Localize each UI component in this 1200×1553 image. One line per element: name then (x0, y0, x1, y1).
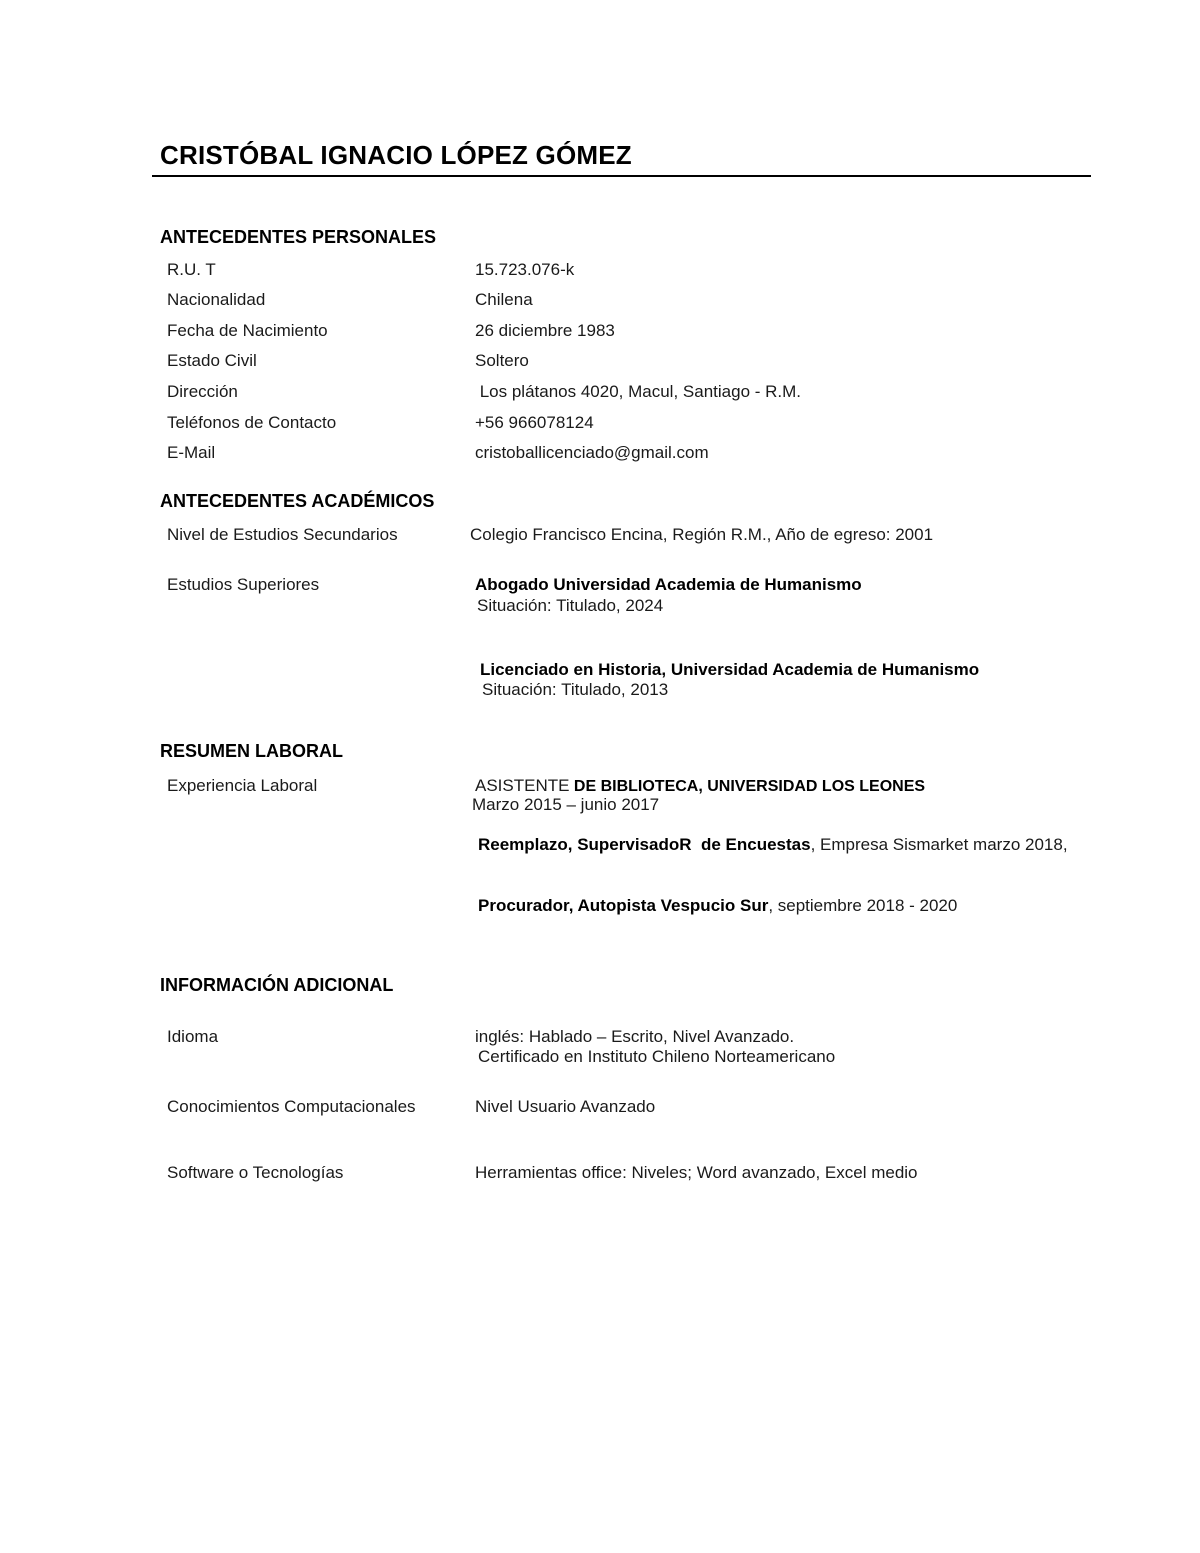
job-procurator-detail: , septiembre 2018 - 2020 (768, 896, 958, 915)
job-library (475, 776, 925, 796)
value-language-certificate: Certificado en Instituto Chileno Norteamericano (478, 1047, 836, 1066)
label-phone: Teléfonos de Contacto (167, 413, 337, 432)
job-survey (478, 835, 1068, 855)
resume-name: CRISTÓBAL IGNACIO LÓPEZ GÓMEZ (160, 140, 632, 170)
value-software: Herramientas office: Niveles; Word avanzado, Excel medio (475, 1163, 918, 1182)
value-rut: 15.723.076-k (475, 260, 575, 279)
label-secondary-studies: Nivel de Estudios Secundarios (167, 525, 398, 544)
label-rut: R.U. T (167, 260, 216, 279)
degree-law-status: Situación: Titulado, 2024 (477, 596, 664, 615)
label-nationality: Nacionalidad (167, 290, 266, 309)
value-phone: +56 966078124 (475, 413, 594, 432)
job-procurator-title: Procurador, Autopista Vespucio Sur (478, 896, 769, 915)
label-higher-studies: Estudios Superiores (167, 575, 320, 594)
title-divider (152, 175, 1091, 177)
label-birthdate: Fecha de Nacimiento (167, 321, 328, 340)
value-address: Los plátanos 4020, Macul, Santiago - R.M. (475, 382, 802, 401)
degree-history-title: Licenciado en Historia, Universidad Academia de Humanismo (480, 660, 980, 679)
value-email: cristoballicenciado@gmail.com (475, 443, 709, 462)
section-heading-personal: ANTECEDENTES PERSONALES (160, 227, 437, 247)
job-library-title: DE BIBLIOTECA, UNIVERSIDAD LOS LEONES (569, 778, 926, 795)
degree-law-title: Abogado Universidad Academia de Humanismo (475, 575, 862, 594)
section-heading-work: RESUMEN LABORAL (160, 741, 343, 761)
value-nationality: Chilena (475, 290, 533, 309)
section-heading-additional: INFORMACIÓN ADICIONAL (160, 975, 394, 995)
job-survey-detail: , Empresa Sismarket marzo 2018, (810, 835, 1068, 854)
job-survey-title: Reemplazo, SupervisadoR de Encuestas (478, 835, 811, 854)
job-library-dates: Marzo 2015 – junio 2017 (472, 795, 660, 814)
job-library-prefix: ASISTENTE (475, 776, 570, 795)
label-computer-skills: Conocimientos Computacionales (167, 1097, 416, 1116)
value-language: inglés: Hablado – Escrito, Nivel Avanzado. (475, 1027, 795, 1046)
value-birthdate: 26 diciembre 1983 (475, 321, 615, 340)
label-language: Idioma (167, 1027, 219, 1046)
section-heading-academic: ANTECEDENTES ACADÉMICOS (160, 491, 435, 511)
label-civil-status: Estado Civil (167, 351, 257, 370)
value-secondary-studies: Colegio Francisco Encina, Región R.M., Año de egreso: 2001 (470, 525, 934, 544)
label-address: Dirección (167, 382, 238, 401)
label-software: Software o Tecnologías (167, 1163, 344, 1182)
degree-history-status: Situación: Titulado, 2013 (482, 680, 669, 699)
label-work-experience: Experiencia Laboral (167, 776, 318, 795)
value-computer-skills: Nivel Usuario Avanzado (475, 1097, 656, 1116)
job-procurator (478, 896, 957, 916)
label-email: E-Mail (167, 443, 216, 462)
value-civil-status: Soltero (475, 351, 529, 370)
